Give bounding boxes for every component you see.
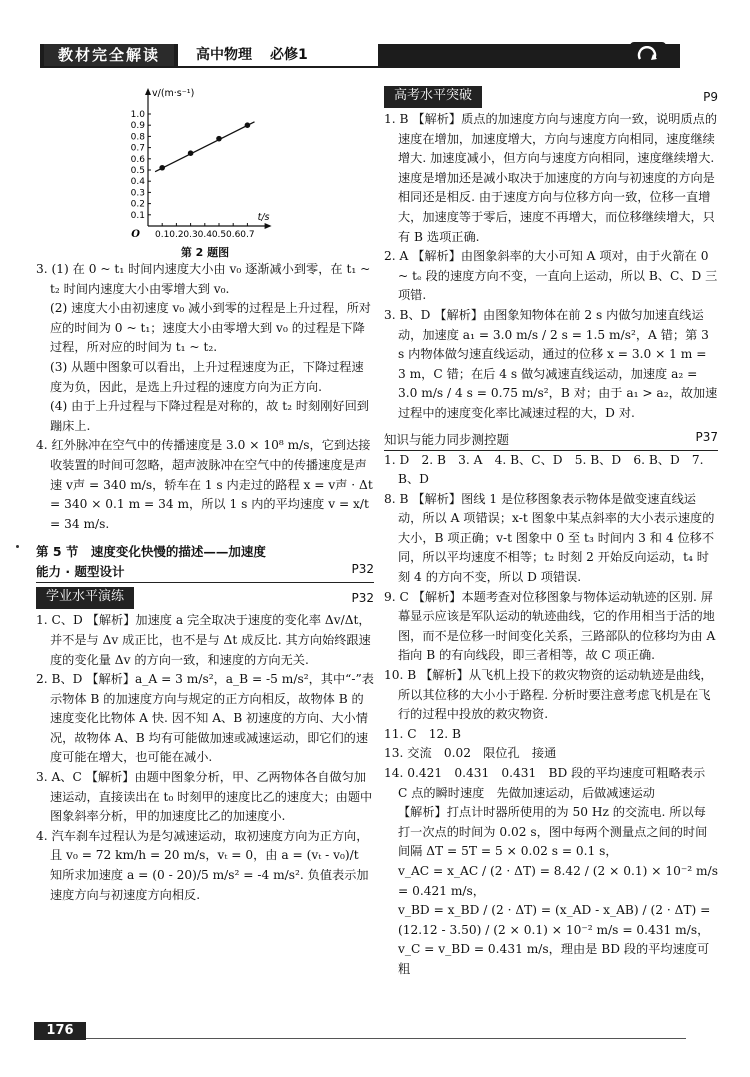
header-rule: [40, 66, 680, 68]
publisher-logo: [630, 42, 666, 68]
answer-3-1: 3. (1) 在 0 ~ t₁ 时间内速度大小由 v₀ 逐渐减小到零，在 t₁ ~ t₂ 时间内速度大小由零增大到 v₀.: [36, 262, 371, 296]
exam-answer-2: 2. A 【解析】由图象斜率的大小可知 A 项对，由于火箭在 0 ~ tₑ 段的速度方向不变，一直向上运动，所以 B、C、D 三项错.: [384, 249, 718, 303]
sync-answer-14: 14. 0.421 0.431 0.431 BD 段的平均速度可粗略表示 C 点的瞬时速度 先做加速运动，后做减速运动: [384, 766, 706, 800]
y-tick-label: 0.3: [130, 188, 145, 199]
x-tick-label: 0.6: [226, 230, 241, 240]
x-tick-label: 0.3: [183, 230, 198, 240]
scan-speck: [16, 545, 19, 548]
exam-answer-3: 3. B、D 【解析】由图象知物体在前 2 s 内做匀加速直线运动，加速度 a₁ = 3.0 m/s / 2 s = 1.5 m/s²，A 错；第 3 s 内物体做匀速直线运动，通过的位移 x = 3.0 × 1 m = 3 m，C 错；在后 4 s 做匀减速直线运动，加速度 a₂ = 3.0 m/s / 4 s = 0.75 m/s²，B 对；由于 a₁ > a₂，故加速过程中的速度变化率比减速过程的大，D 对.: [384, 307, 718, 420]
y-tick-label: 0.9: [130, 121, 145, 132]
y-tick-label: 0.2: [130, 199, 145, 210]
x-tick-label: 0.2: [169, 230, 184, 240]
y-tick-label: 0.1: [130, 210, 145, 221]
x-tick-label: 0.1: [155, 230, 170, 240]
brand-title: 教材完全解读: [44, 44, 174, 66]
y-axis-arrow: [145, 88, 151, 95]
answer-3-3: (3) 从题中图象可以看出，上升过程速度为正，下降过程速度为负，因此，是选上升过程的速度方向为正方向.: [50, 359, 364, 394]
sync-page-ref: P37: [695, 429, 718, 444]
fit-line: [155, 122, 254, 172]
exam-heading: [384, 86, 718, 108]
sync-answers-1-7: 1. D 2. B 3. A 4. B、C、D 5. B、D 6. B、D 7. B、D: [384, 452, 704, 487]
y-axis-label: v/(m·s⁻¹): [152, 88, 195, 99]
sync-answer-9: 9. C 【解析】本题考查对位移图象与物体运动轨迹的区别. 屏幕显示应该是军队运动的轨迹曲线，它的作用相当于活的地图，而不是位移一时间变化关系，三路部队的位移均为由 A 指向 B 的有向线段，即三者相等，故 C 项正确.: [384, 589, 716, 663]
page-number: 176: [34, 1022, 86, 1040]
exam-tag: 高考水平突破: [384, 86, 482, 108]
practice-page-ref: P32: [351, 591, 374, 606]
practice-answer-1: 1. C、D 【解析】加速度 a 完全取决于速度的变化率 Δv/Δt，并不是与 Δv 成正比，也不是与 Δt 成反比. 其方向始终跟速度的变化量 Δv 的方向一致，和速度的方向无关.: [36, 613, 371, 667]
x-axis-arrow: [265, 223, 272, 229]
answer-4: 4. 红外脉冲在空气中的传播速度是 3.0 × 10⁸ m/s，它到达接收装置的时间可忽略，超声波脉冲在空气中的传播速度是声速 v声 = 340 m/s，轿车在 1 s 内走过的路程 x = v声 · Δt = 340 × 0.1 m = 34 m，所以 1 s 内的平均速度 v = x/t = 34 m/s.: [36, 438, 373, 531]
x-tick-label: 0.5: [211, 230, 227, 240]
sync-answer-14-analysis: 【解析】打点计时器所使用的为 50 Hz 的交流电. 所以每打一次点的时间为 0.02 s，图中每两个测量点之间的时间间隔 ΔT = 5T = 5 × 0.02 s = 0.1 s，: [398, 805, 708, 859]
subject-title: 高中物理: [196, 47, 252, 63]
sync-heading-label: 知识与能力同步测控题: [384, 431, 510, 447]
chart-svg: [108, 86, 308, 244]
right-column: [384, 86, 718, 980]
x-tick-label: 0.7: [240, 230, 255, 240]
data-point: [159, 165, 165, 171]
y-tick-label: 1.0: [130, 110, 145, 120]
sync-answer-14-vac: v_AC = x_AC / (2 · ΔT) = 8.42 / (2 × 0.1) × 10⁻² m/s = 0.421 m/s，: [398, 863, 718, 898]
book-title: 必修1: [270, 47, 308, 63]
sync-heading: [384, 430, 718, 451]
section-sub-label: 能力 · 题型设计: [36, 564, 125, 580]
y-tick-label: 0.8: [130, 132, 145, 143]
section-subheading: [36, 562, 374, 583]
data-point: [216, 136, 222, 142]
logo-icon: [636, 46, 660, 64]
sync-answer-13: 13. 交流 0.02 限位孔 接通: [384, 746, 557, 761]
answer-3-4: (4) 由于上升过程与下降过程是对称的，故 t₂ 时刻刚好回到蹦床上.: [50, 399, 369, 433]
section-page-ref: P32: [351, 562, 374, 577]
practice-answer-2: 2. B、D 【解析】a_A = 3 m/s²，a_B = -5 m/s²，其中“-”表示物体 B 的加速度方向与规定的正方向相反，故物体 B 的速度变化比物体 A 快. 因不知 A、B 初速度的方向、大小情况，故物体 A、B 均有可能做加速或减速运动，即它们的速度可能在增大，也可能在减小.: [36, 672, 374, 765]
y-tick-label: 0.4: [130, 177, 145, 188]
y-tick-label: 0.7: [130, 143, 145, 154]
data-point: [245, 122, 251, 128]
data-point: [188, 150, 194, 156]
y-tick-label: 0.6: [130, 154, 145, 165]
x-axis-label: t/s: [257, 212, 270, 223]
sync-answer-14-vbd: v_BD = x_BD / (2 · ΔT) = (x_AD - x_AB) / (2 · ΔT) = (12.12 - 3.50) / (2 × 0.1) × 10⁻² m/s = 0.431 m/s，: [398, 903, 711, 937]
practice-heading: [36, 587, 374, 609]
practice-tag: 学业水平演练: [36, 587, 134, 609]
practice-answer-3: 3. A、C 【解析】由题中图象分析，甲、乙两物体各自做匀加速运动，直接读出在 t₀ 时刻甲的速度比乙的速度大；由题中图象斜率分析，甲的加速度比乙的加速度小.: [36, 770, 373, 824]
footer-rule: [86, 1038, 686, 1039]
chart-caption: 第 2 题图: [180, 246, 230, 259]
exam-page-ref: P9: [703, 90, 718, 104]
sync-answer-14-vc: v_C = v_BD = 0.431 m/s，理由是 BD 段的平均速度可粗: [398, 942, 710, 976]
answer-3-2: (2) 速度大小由初速度 v₀ 减小到零的过程是上升过程，所对应的时间为 0 ~ t₁；速度大小由零增大到 v₀ 的过程是下降过程，所对应的时间为 t₁ ~ t₂.: [50, 301, 371, 355]
sync-answers-11-12: 11. C 12. B: [384, 726, 461, 741]
sync-answer-8: 8. B 【解析】图线 1 是位移图象表示物体是做变速直线运动，所以 A 项错误；x-t 图象中某点斜率的大小表示速度的大小，B 项正确；v-t 图象中 0 至 t₃ 时间内 3 和 4 位移不同，所以平均速度不相等；t₂ 时刻 2 开始反向运动，t₄ 时刻 4 的方向不变，所以 D 项错误.: [384, 491, 715, 585]
practice-answer-4: 4. 汽车刹车过程认为是匀减速运动，取初速度方向为正方向，且 v₀ = 72 km/h = 20 m/s，vₜ = 0，由 a = (vₜ - v₀)/t 知所求加速度 a = (0 - 20)/5 m/s² = -4 m/s². 负值表示加速度方向与初速度方向相反.: [36, 828, 369, 902]
sync-answer-10: 10. B 【解析】从飞机上投下的救灾物资的运动轨迹是曲线，所以其位移的大小小于路程. 分析时要注意考虑飞机是在飞行的过程中投放的救灾物资.: [384, 668, 713, 722]
page-header: [0, 0, 750, 78]
section-title: 第 5 节 速度变化快慢的描述——加速度: [36, 544, 266, 560]
left-column: [36, 86, 374, 905]
velocity-time-chart: [108, 86, 308, 244]
y-tick-label: 0.5: [130, 166, 145, 176]
exam-answer-1: 1. B 【解析】质点的加速度方向与速度方向一致，说明质点的速度在增加，加速度增大，方向与速度方向相同，速度继续增大. 加速度减小，但方向与速度方向相同，速度继续增大. 速度是增加还是减小取决于加速度的方向与初速度的方向是相同还是相反. 由于速度方向与位移方向一致，位移一直增大，加速度等于零后，速度不再增大，而位移继续增大，只有 B 选项正确.: [384, 112, 718, 244]
x-tick-label: 0.4: [197, 230, 212, 240]
origin-label: O: [131, 229, 140, 240]
